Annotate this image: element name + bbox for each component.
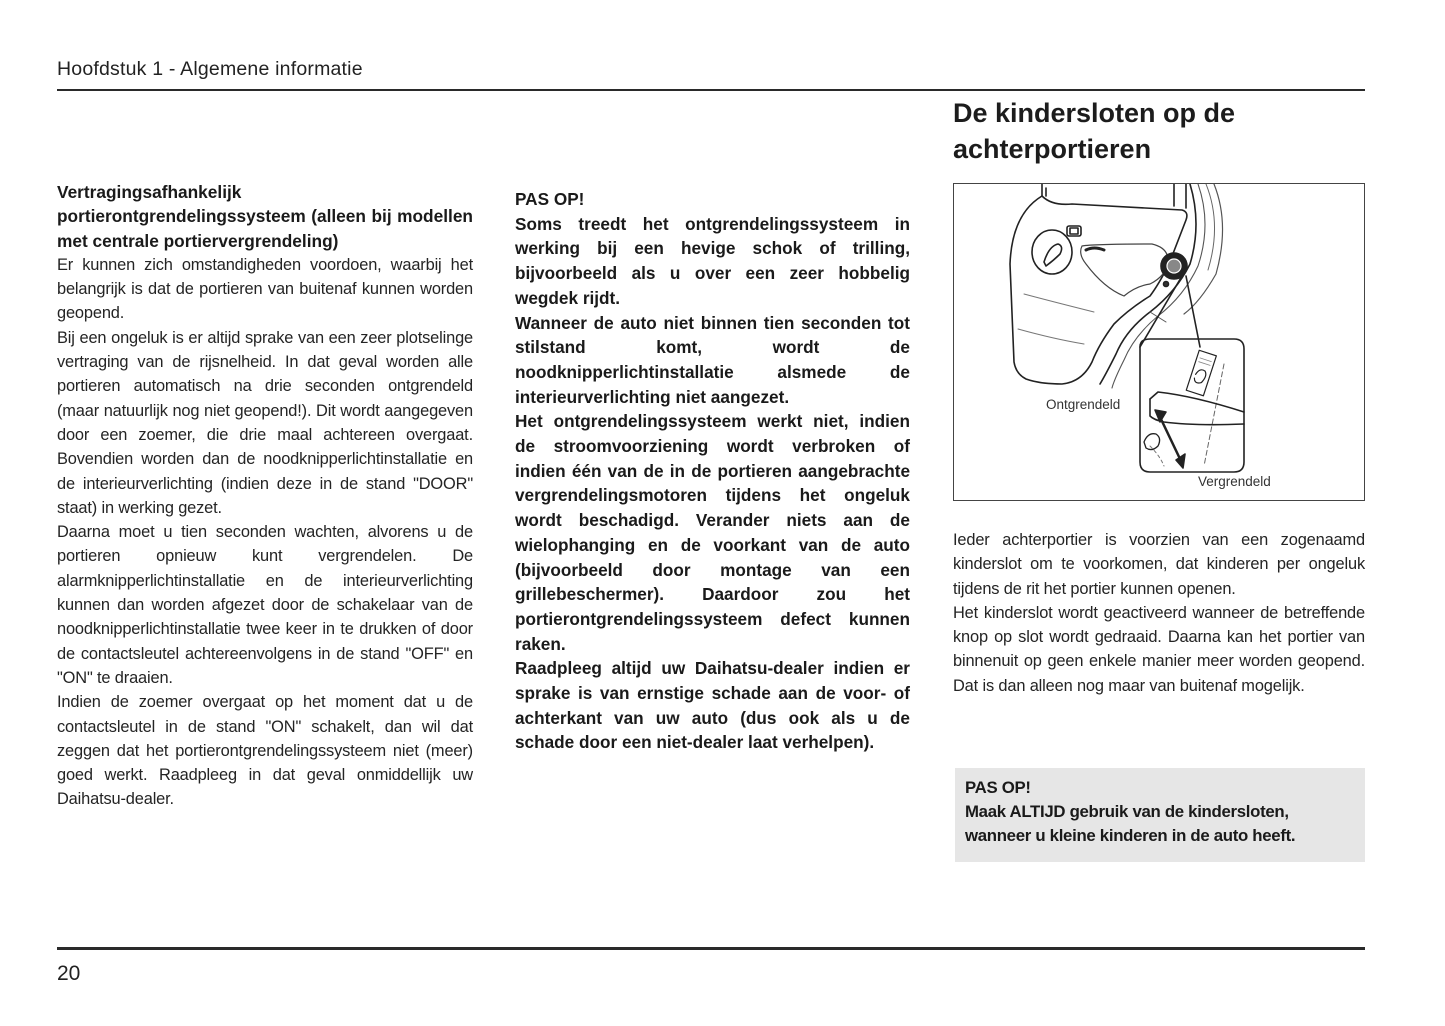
caution-box [955, 768, 1365, 862]
page-title-child-locks: De kindersloten op de achterportieren [953, 98, 1236, 164]
label-locked: Vergrendeld [1198, 474, 1271, 489]
column-door-release-system [57, 180, 473, 812]
warning-block [515, 187, 910, 755]
section-heading-door-release: Vertragingsafhankelijk portierontgrendelingssysteem (alleen bij modellen met centrale portiervergrendeling) [57, 182, 473, 251]
running-head: Hoofdstuk 1 - Algemene informatie [57, 58, 363, 80]
paragraph: Ieder achterportier is voorzien van een zogenaamd kinderslot om te voorkomen, dat kinderen per ongeluk tijdens de rit het portier kunnen openen. [953, 531, 1365, 598]
column-warning [515, 187, 910, 755]
page-number: 20 [57, 962, 81, 985]
warning-paragraph: Wanneer de auto niet binnen tien seconden tot stilstand komt, wordt de noodknipperlichtinstallatie alsmede de interieurverlichting niet aangezet. [515, 312, 910, 407]
warning-paragraph: Het ontgrendelingssysteem werkt niet, indien de stroomvoorziening wordt verbroken of indien één van de in de portieren aangebrachte vergrendelingsmotoren tijdens het ongeluk wordt beschadigd. Verander niets aan de wielophanging en de voorkant van de auto (bijvoorbeeld door montage van een grillebeschermer). Daardoor zou het portierontgrendelingssysteem defect kunnen raken. [515, 411, 910, 654]
footer-rule [57, 947, 1365, 950]
door-drawing [954, 184, 1364, 500]
paragraph: Daarna moet u tien seconden wachten, alvorens u de portieren opnieuw kunt vergrendelen. De alarmknipperlichtinstallatie en de interieurverlichting kunnen dan worden afgezet door de schakelaar van de noodknipperlichtinstallatie twee keer in te drukken of door de contactsleutel achtereenvolgens in de stand "OFF" en "ON" te draaien. [57, 523, 473, 687]
window-frame [1042, 184, 1046, 196]
caution-text-block [965, 776, 1357, 848]
paragraph: Het kinderslot wordt geactiveerd wanneer de betreffende knop op slot wordt gedraaid. Daarna kan het portier van binnenuit op geen enkele manier meer worden geopend. Dat is dan alleen nog maar van buitenaf mogelijk. [953, 603, 1365, 695]
header-rule [57, 89, 1365, 91]
caution-title: PAS OP! [965, 778, 1031, 797]
callout-line [1140, 276, 1182, 347]
warning-paragraph: Soms treedt het ontgrendelingssysteem in werking bij een hevige schok of trilling, bijvoorbeeld als u over een zeer hobbelig wegdek rijdt. [515, 213, 910, 308]
child-safety-lock-sticker [1186, 350, 1216, 396]
label-unlocked: Ontgrendeld [1046, 397, 1121, 412]
inner-handle-recess [1032, 230, 1072, 274]
warning-title: PAS OP! [515, 189, 585, 209]
paragraph: Er kunnen zich omstandigheden voordoen, waarbij het belangrijk is dat de portieren van buitenaf kunnen worden geopend. [57, 255, 473, 323]
caution-text: Maak ALTIJD gebruik van de kindersloten, wanneer u kleine kinderen in de auto heeft. [965, 802, 1296, 845]
lock-lever [1150, 392, 1244, 412]
child-locks-body [953, 528, 1365, 698]
paragraph: Indien de zoemer overgaat op het moment dat u de contactsleutel in de stand "ON" schakelt, dan wil dat zeggen dat het portierontgrendelingssysteem niet (meer) goed werkt. Raadpleeg in dat geval onmiddellijk uw Daihatsu-dealer. [57, 693, 473, 809]
paragraph: Bij een ongeluk is er altijd sprake van een zeer plotselinge vertraging van de rijsnelheid. In dat geval worden alle portieren automatisch na drie seconden ontgrendeld (maar natuurlijk nog niet geopend!). Dit wordt aangegeven door een zoemer, die drie maal achtereen overgaat. Bovendien worden dan de noodknipperlichtinstallatie en de interieurverlichting (indien deze in de stand "DOOR" staat) in werking gezet. [57, 328, 473, 517]
door-panel [1010, 196, 1187, 384]
door-release-body [57, 253, 473, 812]
child-lock-illustration [953, 183, 1365, 501]
column-child-locks [953, 95, 1365, 167]
warning-paragraph: Raadpleeg altijd uw Daihatsu-dealer indien er sprake is van ernstige schade aan de voor- of achterkant van uw auto (dus ook als u de schade door een niet-dealer laat verhelpen). [515, 658, 910, 753]
